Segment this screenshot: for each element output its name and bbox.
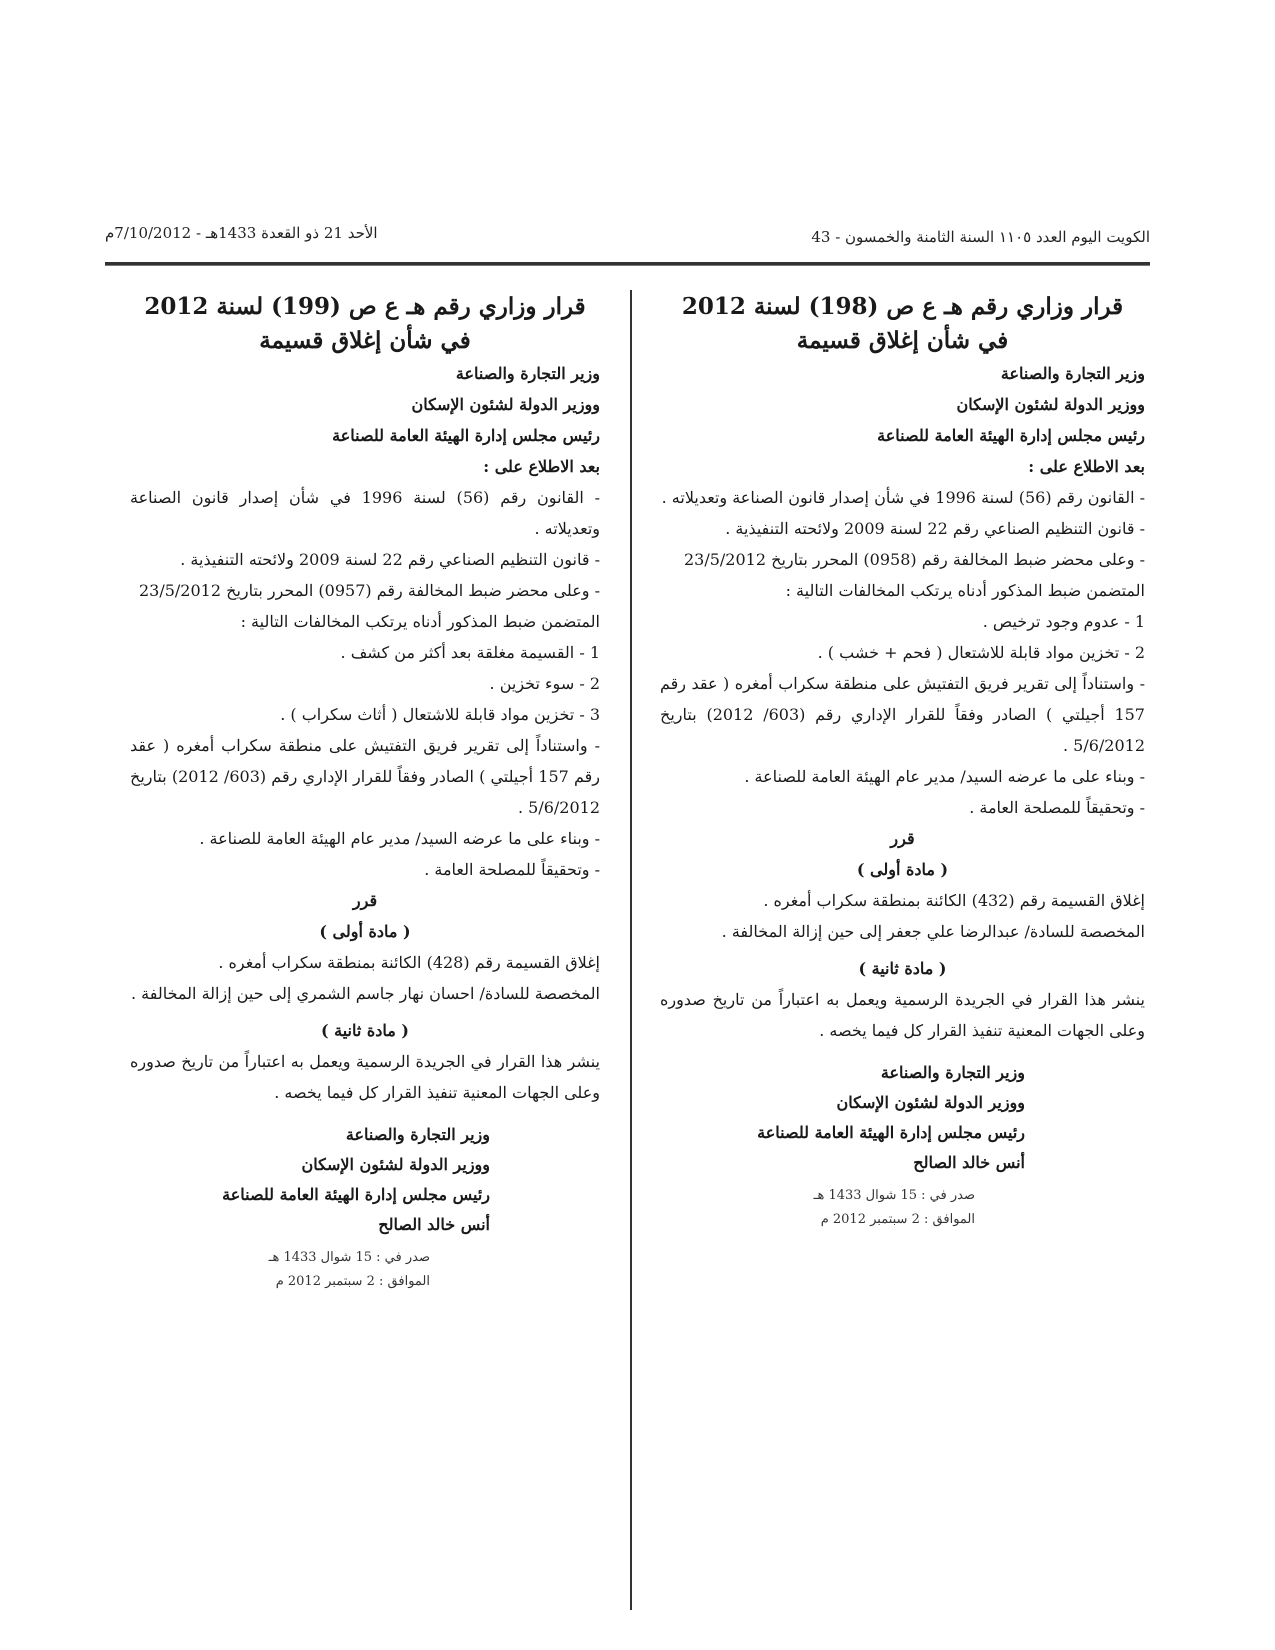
after-review-heading: بعد الاطلاع على :	[1028, 457, 1145, 476]
decided-heading: قرر	[352, 891, 378, 910]
violation-item: 2 - تخزين مواد قابلة للاشتعال ( فحم + خشب ) .	[817, 643, 1145, 662]
article-heading: ( مادة أولى )	[856, 860, 949, 879]
recital: - وتحقيقاً للمصلحة العامة .	[969, 798, 1145, 817]
article-text: ينشر هذا القرار في الجريدة الرسمية ويعمل به اعتباراً من تاريخ صدوره وعلى الجهات المعنية تنفيذ القرار كل فيما يخصه .	[130, 1052, 600, 1102]
header-date: الأحد 21 ذو القعدة 1433هـ - 7/10/2012م	[105, 224, 378, 242]
issuer-line: وزير التجارة والصناعة	[455, 364, 600, 383]
article-heading: ( مادة ثانية )	[858, 959, 947, 978]
page-header	[105, 218, 1150, 258]
issuer-line: ووزير الدولة لشئون الإسكان	[411, 395, 600, 414]
signatory-name: أنس خالد الصالح	[913, 1153, 1025, 1172]
recital: - القانون رقم (56) لسنة 1996 في شأن إصدار قانون الصناعة وتعديلاته .	[130, 488, 601, 538]
article-text: ينشر هذا القرار في الجريدة الرسمية ويعمل به اعتباراً من تاريخ صدوره وعلى الجهات المعنية تنفيذ القرار كل فيما يخصه .	[660, 990, 1146, 1040]
column-divider	[630, 290, 632, 1610]
recital: - وبناء على ما عرضه السيد/ مدير عام الهيئة العامة للصناعة .	[199, 829, 600, 848]
signature-line: رئيس مجلس إدارة الهيئة العامة للصناعة	[757, 1123, 1025, 1142]
recital: - وعلى محضر ضبط المخالفة رقم (0958) المحرر بتاريخ 23/5/2012	[683, 550, 1145, 569]
signatory-name: أنس خالد الصالح	[378, 1215, 490, 1234]
article-text: المخصصة للسادة/ عبدالرضا علي جعفر إلى حين إزالة المخالفة .	[721, 922, 1145, 941]
article-text: إغلاق القسيمة رقم (428) الكائنة بمنطقة سكراب أمغره .	[218, 953, 600, 972]
signature-line: وزير التجارة والصناعة	[880, 1063, 1025, 1082]
recital: - وعلى محضر ضبط المخالفة رقم (0957) المحرر بتاريخ 23/5/2012	[138, 581, 600, 600]
gregorian-date: الموافق : 2 سبتمبر 2012 م	[820, 1212, 975, 1227]
recital: - واستناداً إلى تقرير فريق التفتيش على منطقة سكراب أمغره ( عقد رقم 157 أجيلتي ) الصادر وفقاً للقرار الإداري رقم (603/ 2012) بتاريخ 5/6/2012 .	[660, 674, 1145, 755]
gregorian-date: الموافق : 2 سبتمبر 2012 م	[275, 1274, 430, 1289]
header-issue-info: الكويت اليوم العدد ١١٠٥ السنة الثامنة والخمسون - 43	[811, 228, 1150, 246]
decision-198-column	[660, 290, 1145, 1232]
recital: - قانون التنظيم الصناعي رقم 22 لسنة 2009 ولائحته التنفيذية .	[725, 519, 1145, 538]
decision-subject: في شأن إغلاق قسيمة	[259, 327, 471, 354]
violation-item: 2 - سوء تخزين .	[489, 674, 600, 693]
violation-item: 3 - تخزين مواد قابلة للاشتعال ( أثاث سكراب ) .	[280, 705, 600, 724]
issuer-line: رئيس مجلس إدارة الهيئة العامة للصناعة	[332, 426, 600, 445]
issuer-line: وزير التجارة والصناعة	[1000, 364, 1145, 383]
violation-item: 1 - عدوم وجود ترخيص .	[982, 612, 1145, 631]
recital: - قانون التنظيم الصناعي رقم 22 لسنة 2009 ولائحته التنفيذية .	[180, 550, 600, 569]
issuer-line: ووزير الدولة لشئون الإسكان	[956, 395, 1145, 414]
recital: - القانون رقم (56) لسنة 1996 في شأن إصدار قانون الصناعة وتعديلاته .	[661, 488, 1145, 507]
decision-title: قرار وزاري رقم هـ ع ص (199) لسنة 2012	[144, 293, 586, 320]
decided-heading: قرر	[890, 829, 915, 848]
decision-subject: في شأن إغلاق قسيمة	[796, 327, 1009, 354]
issuer-line: رئيس مجلس إدارة الهيئة العامة للصناعة	[877, 426, 1145, 445]
issue-date: صدر في : 15 شوال 1433 هـ	[813, 1188, 975, 1203]
decision-title: قرار وزاري رقم هـ ع ص (198) لسنة 2012	[681, 293, 1124, 320]
article-heading: ( مادة أولى )	[319, 922, 411, 941]
article-text: المخصصة للسادة/ احسان نهار جاسم الشمري إلى حين إزالة المخالفة .	[130, 984, 600, 1003]
signature-line: ووزير الدولة لشئون الإسكان	[301, 1155, 490, 1174]
header-rule	[105, 262, 1150, 266]
recital: - واستناداً إلى تقرير فريق التفتيش على منطقة سكراب أمغره ( عقد رقم 157 أجيلتي ) الصادر وفقاً للقرار الإداري رقم (603/ 2012) بتاريخ 5/6/2012 .	[130, 736, 601, 817]
decision-199-column	[130, 290, 600, 1294]
after-review-heading: بعد الاطلاع على :	[483, 457, 600, 476]
article-heading: ( مادة ثانية )	[321, 1021, 409, 1040]
recital: - وبناء على ما عرضه السيد/ مدير عام الهيئة العامة للصناعة .	[744, 767, 1145, 786]
violation-item: 1 - القسيمة مغلقة بعد أكثر من كشف .	[340, 643, 600, 662]
recital: المتضمن ضبط المذكور أدناه يرتكب المخالفات التالية :	[785, 581, 1145, 600]
signature-line: وزير التجارة والصناعة	[345, 1125, 490, 1144]
signature-line: رئيس مجلس إدارة الهيئة العامة للصناعة	[222, 1185, 490, 1204]
recital: المتضمن ضبط المذكور أدناه يرتكب المخالفات التالية :	[240, 612, 600, 631]
signature-line: ووزير الدولة لشئون الإسكان	[836, 1093, 1025, 1112]
issue-date: صدر في : 15 شوال 1433 هـ	[268, 1250, 430, 1265]
recital: - وتحقيقاً للمصلحة العامة .	[424, 860, 600, 879]
article-text: إغلاق القسيمة رقم (432) الكائنة بمنطقة سكراب أمغره .	[763, 891, 1145, 910]
